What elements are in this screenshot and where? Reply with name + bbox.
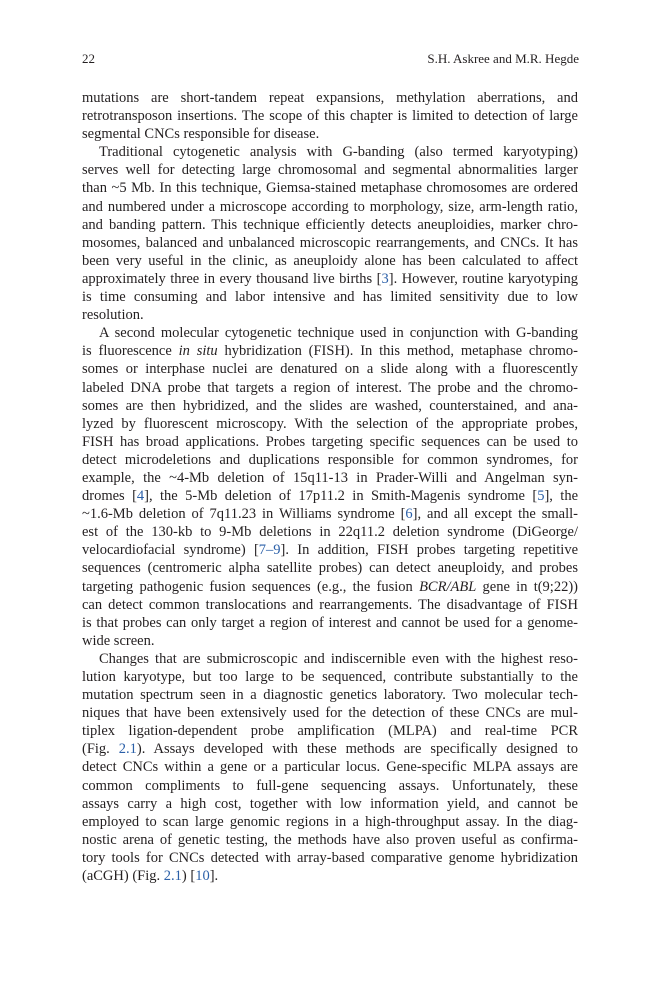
text-segment: ) [ [181, 868, 196, 885]
running-head-authors: S.H. Askree and M.R. Hegde [427, 51, 579, 66]
text-segment: is fluorescence [82, 343, 179, 360]
text-line: segmental CNCs responsible for disease. [82, 126, 320, 143]
text-line: mutation spectrum seen in a diagnostic genetics laboratory. Two molecular tech- [82, 687, 578, 704]
text-line: and numbered under a microscope according to morphology, size, arm-length ratio, [82, 198, 578, 215]
text-segment: ], and all except the small- [412, 506, 578, 523]
figure-link[interactable]: 2.1 [163, 868, 182, 885]
text-line [82, 270, 578, 288]
text-segment: ). Assays developed with these methods are specifically designed to [136, 741, 578, 758]
text-line [82, 867, 578, 885]
text-segment: (Fig. [82, 741, 119, 758]
text-line: been very useful in the clinic, as aneuploidy alone has been calculated to affect [82, 252, 578, 269]
citation-link[interactable]: 3 [381, 270, 389, 287]
text-line: assays carry a high cost, together with low information yield, and cannot be [82, 795, 578, 812]
text-segment: (aCGH) (Fig. [82, 868, 164, 885]
text-segment: hybridization (FISH). In this method, metaphase chromo- [217, 343, 578, 360]
text-line: and banding pattern. This technique efficiently detects aneuploidies, marker chro- [82, 216, 578, 233]
text-line: serves well for detecting large chromosomal and segmental abnormalities larger [82, 162, 578, 179]
text-line: example, the ~4-Mb deletion of 15q11-13 in Prader-Willi and Angelman syn- [82, 469, 578, 486]
text-segment: velocardiofacial syndrome) [ [82, 542, 259, 559]
text-line: common compliments to full-gene sequencing assays. Unfortunately, these [82, 777, 578, 794]
text-line: lyzed by fluorescent microscopy. With the selection of the appropriate probes, [82, 415, 578, 432]
citation-link[interactable]: 7–9 [258, 542, 281, 559]
text-line: Changes that are submicroscopic and indiscernible even with the highest reso- [99, 650, 578, 667]
text-line: is time consuming and labor intensive and has limited sensitivity due to low [82, 289, 578, 306]
text-segment: ~1.6-Mb deletion of 7q11.23 in Williams syndrome [ [82, 506, 406, 523]
text-segment: approximately three in every thousand live births [ [82, 270, 382, 287]
paragraph-4 [82, 650, 578, 885]
italic-term: BCR/ABL [419, 578, 477, 595]
text-line [82, 740, 578, 758]
text-segment: ]. However, routine karyotyping [388, 270, 578, 287]
text-line [82, 342, 578, 360]
body-text [82, 89, 578, 885]
text-line: Traditional cytogenetic analysis with G-banding (also termed karyotyping) [99, 144, 578, 161]
text-line: niques that have been extensively used for the detection of these CNCs are mul- [82, 705, 578, 722]
text-line: resolution. [82, 307, 144, 324]
text-line [82, 541, 578, 559]
text-line: A second molecular cytogenetic technique used in conjunction with G-banding [99, 325, 578, 342]
running-header [82, 51, 579, 69]
text-segment: ], the [544, 488, 578, 505]
text-line: est of the 130-kb to 9-Mb deletions in 22q11.2 deletion syndrome (DiGeorge/ [82, 524, 578, 541]
text-segment: gene in t(9;22)) [476, 578, 578, 595]
text-line: employed to scan large genomic regions in a high-throughput assay. In the diag- [82, 813, 578, 830]
text-line: somes are then hybridized, and the slides are washed, counterstained, and ana- [82, 397, 578, 414]
text-segment: ]. In addition, FISH probes targeting repetitive [280, 542, 578, 559]
text-line: wide screen. [82, 632, 155, 649]
paragraph-1 [82, 89, 578, 143]
text-line: mosomes, balanced and unbalanced microscopic rearrangements, and CNCs. It has [82, 234, 578, 251]
text-line: detect CNCs within a gene or a particular locus. Gene-specific MLPA assays are [82, 759, 578, 776]
text-line: can detect common translocations and rearrangements. The disadvantage of FISH [82, 596, 578, 613]
citation-link[interactable]: 5 [537, 488, 545, 505]
figure-link[interactable]: 2.1 [118, 741, 137, 758]
text-line [82, 505, 578, 523]
paragraph-3 [82, 324, 578, 650]
paragraph-2 [82, 143, 578, 324]
text-line: labeled DNA probe that targets a region of interest. The probe and the chromo- [82, 379, 578, 396]
text-line [82, 487, 578, 505]
text-line: is that probes can only target a region of interest and cannot be used for a genome- [82, 614, 578, 631]
citation-link[interactable]: 4 [136, 488, 145, 505]
italic-term: in situ [178, 343, 218, 360]
text-line: FISH has broad applications. Probes targeting specific sequences can be used to [82, 433, 578, 450]
text-segment: ]. [209, 868, 219, 885]
text-line: detect microdeletions and duplications responsible for common syndromes, for [82, 451, 578, 468]
text-segment: ], the 5-Mb deletion of 17p11.2 in Smith-Magenis syndrome [ [144, 488, 538, 505]
page-number: 22 [82, 51, 95, 66]
text-line: somes or interphase nuclei are denatured on a slide along with a fluorescently [82, 361, 578, 378]
citation-link[interactable]: 10 [195, 868, 210, 885]
citation-link[interactable]: 6 [405, 506, 413, 523]
text-line: nostic arena of genetic testing, the methods have also proven useful as confirma- [82, 831, 578, 848]
text-line: lution karyotype, but too large to be sequenced, contribute substantially to the [82, 669, 578, 685]
text-line [82, 578, 578, 596]
text-line: tory tools for CNCs detected with array-based comparative genome hybridization [82, 849, 578, 866]
text-line: mutations are short-tandem repeat expansions, methylation aberrations, and [82, 90, 578, 106]
text-line: than ~5 Mb. In this technique, Giemsa-stained metaphase chromosomes are ordered [82, 180, 578, 197]
text-line: tiplex ligation-dependent probe amplification (MLPA) and real-time PCR [82, 723, 578, 740]
text-line: retrotransposon insertions. The scope of this chapter is limited to detection of large [82, 108, 578, 125]
text-segment: targeting pathogenic fusion sequences (e.g., the fusion [82, 578, 420, 595]
text-line: sequences (centromeric alpha satellite probes) can detect aneuploidy, and probes [82, 560, 578, 577]
text-segment: dromes [ [82, 488, 137, 505]
